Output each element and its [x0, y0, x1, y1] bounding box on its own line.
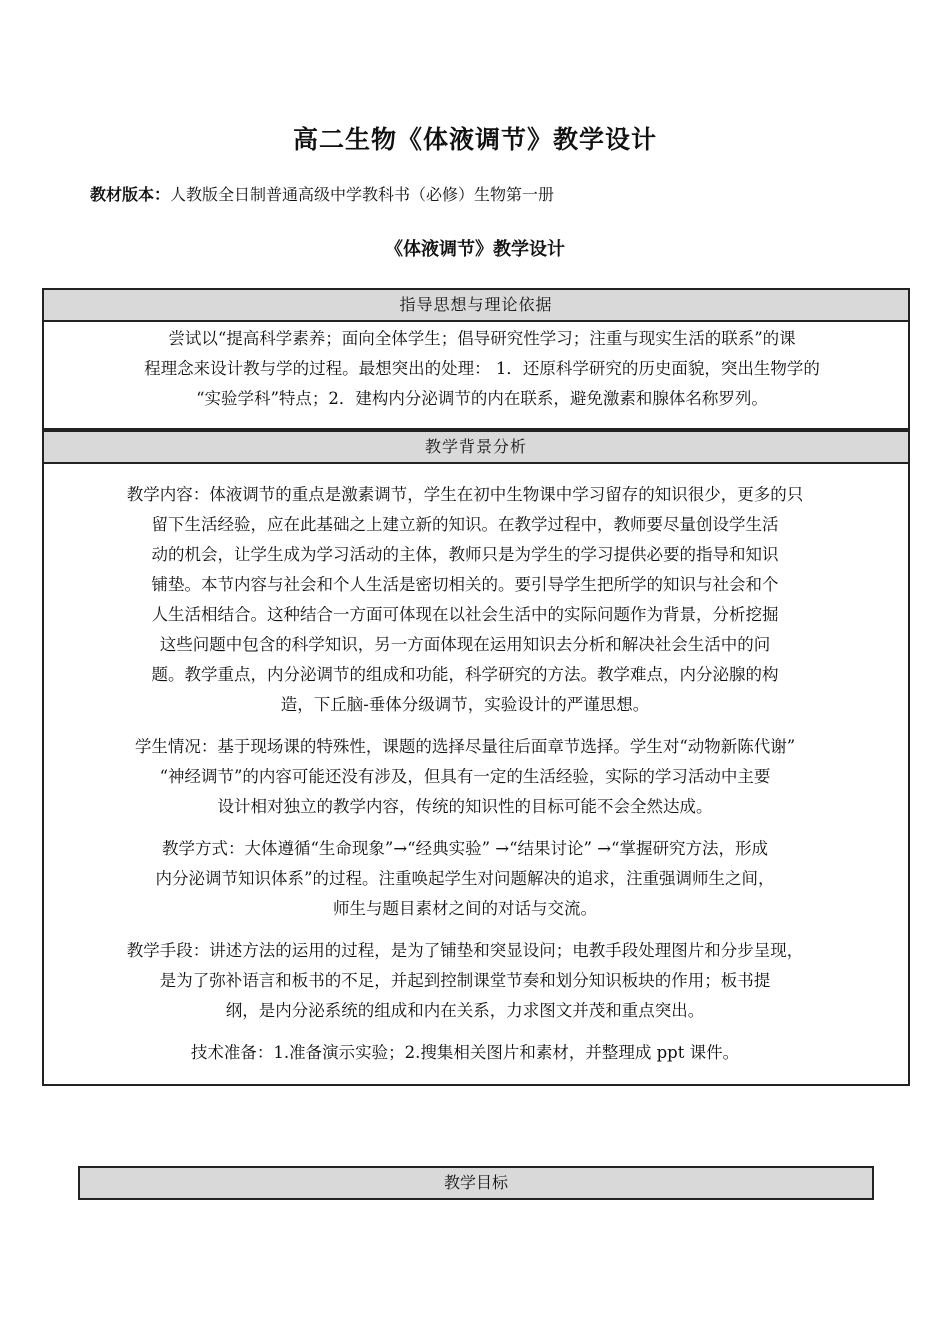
text-line: 程理念来设计教与学的过程。最想突出的处理： 1．还原科学研究的历史面貌，突出生物学的 [144, 359, 820, 378]
text-line: 这些问题中包含的科学知识，另一方面体现在运用知识去分析和解决社会生活中的问 [159, 635, 771, 654]
technical-preparation-paragraph [72, 1038, 858, 1068]
teaching-background-section [42, 430, 910, 1086]
text-line: 教学方式：大体遵循“生命现象”→“经典实验” →“结果讨论” →“掌握研究方法，形成 [161, 839, 768, 858]
textbook-edition [90, 182, 554, 205]
text-line: 是为了弥补语言和板书的不足，并起到控制课堂节奏和划分知识板块的作用；板书提 [159, 971, 771, 990]
text-line: 教学内容：体液调节的重点是激素调节，学生在初中生物课中学习留存的知识很少，更多的只 [126, 485, 804, 504]
text-line: 动的机会，让学生成为学习活动的主体，教师只是为学生的学习提供必要的指导和知识 [151, 545, 779, 564]
teaching-goals-header: 教学目标 [78, 1166, 874, 1200]
text-line: 内分泌调节知识体系”的过程。注重唤起学生对问题解决的追求，注重强调师生之间， [155, 869, 775, 888]
text-line: “神经调节”的内容可能还没有涉及，但具有一定的生活经验，实际的学习活动中主要 [159, 767, 771, 786]
text-line: 设计相对独立的教学内容，传统的知识性的目标可能不会全然达成。 [217, 797, 713, 816]
edition-label: 教材版本： [90, 185, 171, 204]
text-line: 题。教学重点，内分泌调节的组成和功能，科学研究的方法。教学难点，内分泌腺的构 [151, 665, 779, 684]
document-title: 高二生物《体液调节》教学设计 [292, 125, 657, 154]
text-line: “实验学科”特点；2．建构内分泌调节的内在联系，避免激素和腺体名称罗列。 [196, 389, 768, 408]
teaching-means-paragraph [72, 936, 858, 1026]
text-line: 技术准备：1.准备演示实验；2.搜集相关图片和素材，并整理成 ppt 课件。 [190, 1043, 740, 1062]
document-subtitle: 《体液调节》教学设计 [385, 239, 565, 260]
guiding-philosophy-section [42, 288, 910, 430]
text-line: 师生与题目素材之间的对话与交流。 [333, 899, 597, 918]
teaching-method-paragraph [72, 834, 858, 924]
teaching-content-paragraph [72, 480, 858, 720]
student-situation-paragraph [72, 732, 858, 822]
text-line: 人生活相结合。这种结合一方面可体现在以社会生活中的实际问题作为背景，分析挖掘 [151, 605, 779, 624]
text-line: 铺垫。本节内容与社会和个人生活是密切相关的。要引导学生把所学的知识与社会和个 [151, 575, 779, 594]
teaching-background-body [44, 464, 908, 1068]
text-line: 教学手段：讲述方法的运用的过程，是为了铺垫和突显设问；电教手段处理图片和分步呈现， [126, 941, 804, 960]
text-line: 留下生活经验，应在此基础之上建立新的知识。在教学过程中，教师要尽量创设学生活 [151, 515, 779, 534]
text-line: 造，下丘脑-垂体分级调节，实验设计的严谨思想。 [280, 695, 650, 714]
text-line: 纲，是内分泌系统的组成和内在关系，力求图文并茂和重点突出。 [225, 1001, 705, 1020]
teaching-background-header: 教学背景分析 [44, 432, 908, 464]
guiding-philosophy-header: 指导思想与理论依据 [44, 290, 908, 322]
text-line: 学生情况：基于现场课的特殊性，课题的选择尽量往后面章节选择。学生对“动物新陈代谢” [134, 737, 796, 756]
text-line: 尝试以“提高科学素养；面向全体学生；倡导研究性学习；注重与现实生活的联系”的课 [168, 329, 796, 348]
edition-value: 人教版全日制普通高级中学教科书（必修）生物第一册 [170, 185, 555, 204]
guiding-philosophy-body [44, 322, 908, 414]
